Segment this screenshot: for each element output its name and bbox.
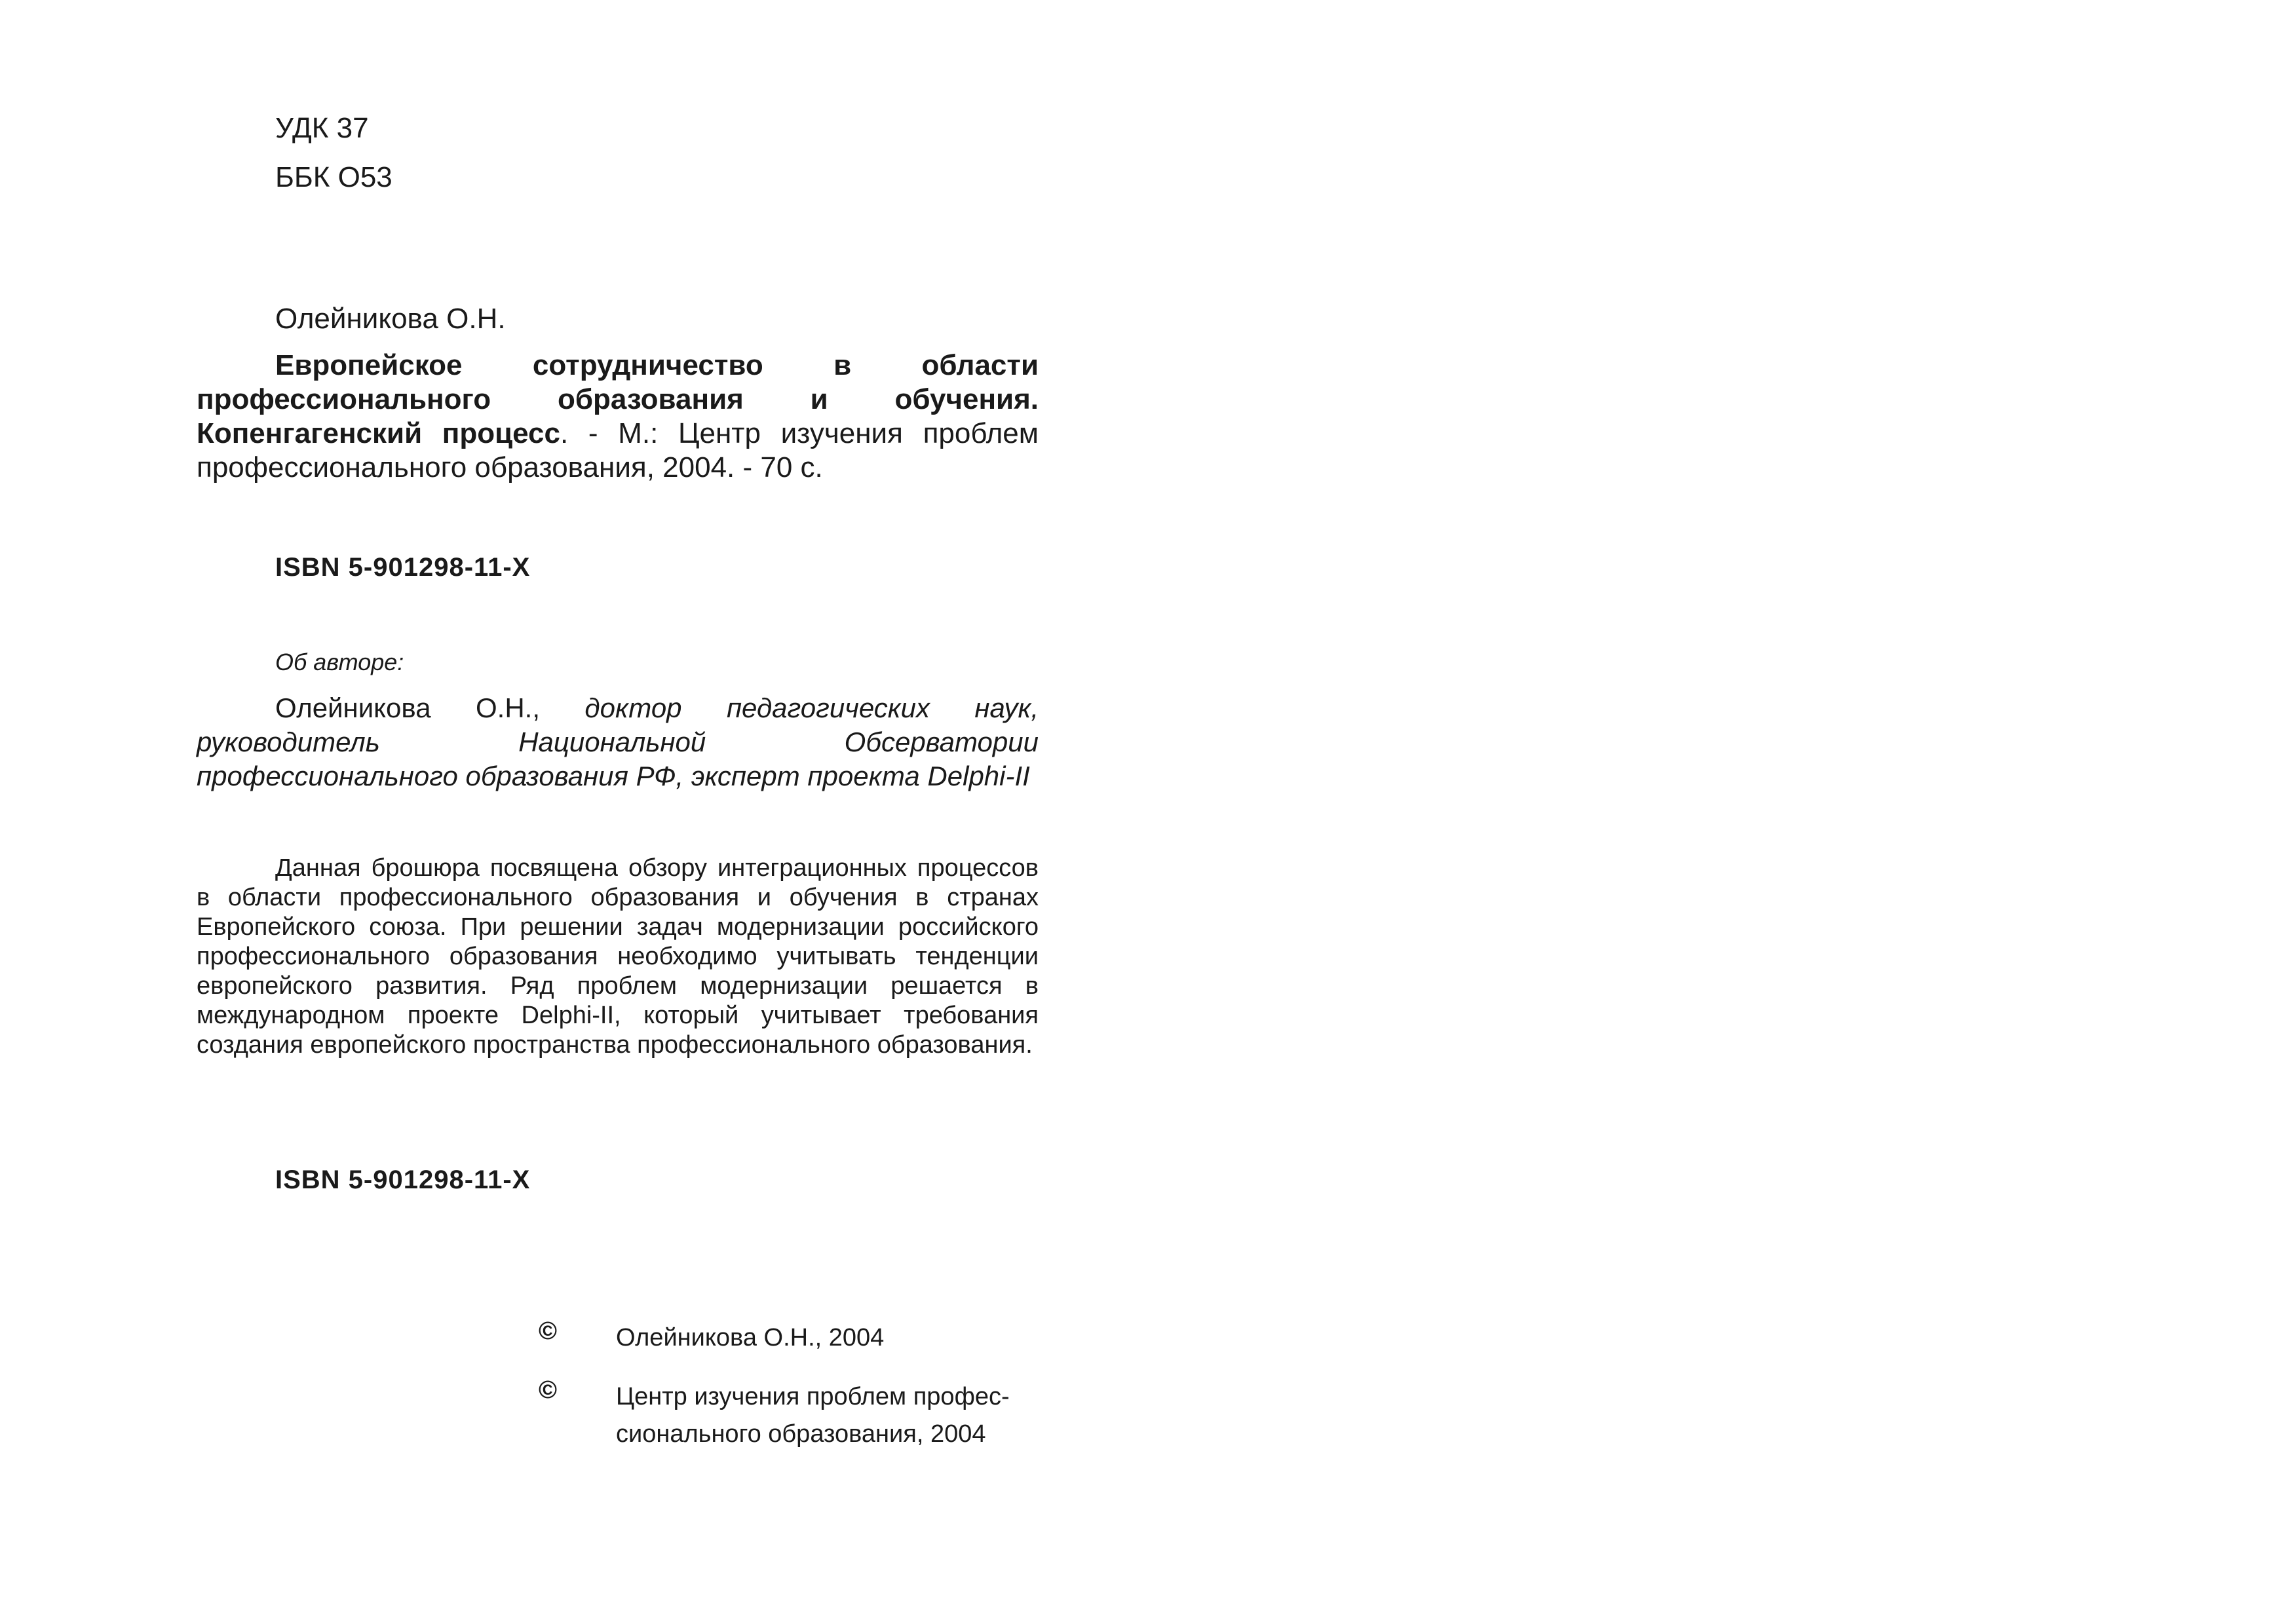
isbn-top: ISBN 5-901298-11-X bbox=[275, 553, 531, 582]
copyright-icon: © bbox=[539, 1317, 557, 1345]
copyright-publisher-line2: сионального образования, 2004 bbox=[616, 1420, 986, 1448]
bbk-code: ББК О53 bbox=[275, 161, 392, 193]
title-dot: . bbox=[560, 417, 569, 449]
about-author-label: Об авторе: bbox=[275, 649, 404, 675]
bibliographic-description bbox=[197, 349, 1039, 485]
copyright-icon: © bbox=[539, 1376, 557, 1404]
udk-code: УДК 37 bbox=[275, 112, 369, 144]
copyright-author: Олейникова О.Н., 2004 bbox=[616, 1324, 885, 1351]
copyright-publisher-line1: Центр изучения проблем профес- bbox=[616, 1383, 1010, 1410]
book-title: Европейское сотрудничество в области профессионального образования и обучения. Копенгагенский процесс bbox=[197, 349, 1039, 449]
abstract-text: Данная брошюра посвящена обзору интеграционных процессов в области профессионального образования и обучения в странах Европейского союза. При решении задач модернизации российского профессионального образования необходимо учитывать тенденции европейского развития. Ряд проблем модернизации решается в международном проекте Delphi-II, который учитывает требования создания европейского пространства профессионального образования. bbox=[197, 854, 1039, 1059]
about-author-text bbox=[197, 691, 1039, 793]
isbn-bottom: ISBN 5-901298-11-X bbox=[275, 1165, 531, 1194]
copyright-publisher bbox=[616, 1378, 1010, 1453]
publication-info: - М.: Центр изучения проблем профессионального образования, 2004. - 70 с. bbox=[197, 417, 1039, 483]
about-author-name: Олейникова О.Н., bbox=[275, 692, 585, 723]
about-author-desc: доктор педагогических наук, руководитель Национальной Обсерватории профессионального образования РФ, эксперт проекта Delphi-II bbox=[197, 692, 1039, 791]
author-heading: Олейникова О.Н. bbox=[275, 303, 506, 335]
